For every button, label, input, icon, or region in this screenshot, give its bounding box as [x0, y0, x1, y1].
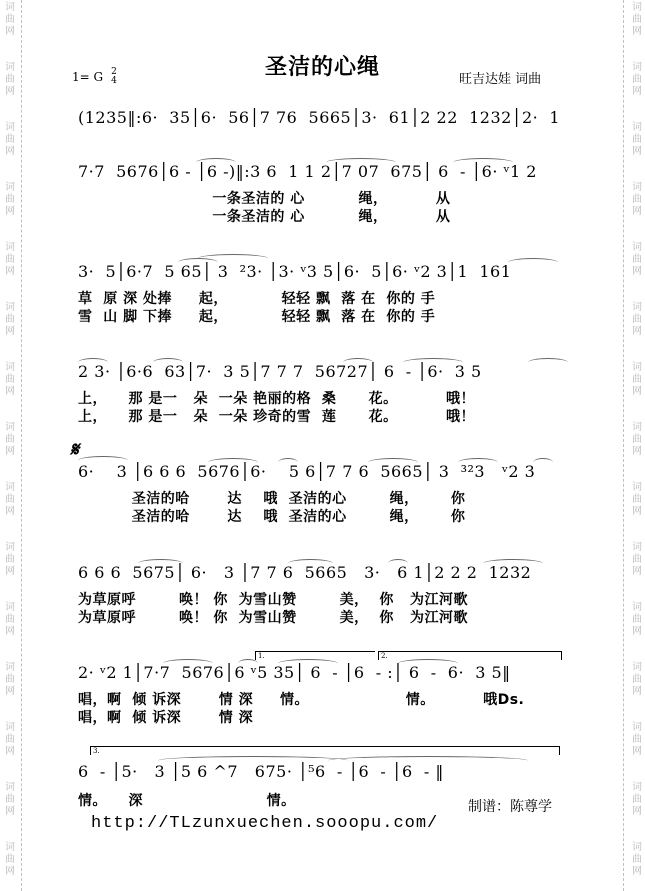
watermark-char: 曲 — [5, 254, 15, 265]
watermark-group — [627, 302, 645, 338]
lyric-verse-1: 情。 深 情。 — [78, 793, 296, 809]
watermark-char: 网 — [5, 566, 15, 577]
watermark-char: 网 — [632, 626, 642, 637]
watermark-char: 词 — [5, 62, 15, 73]
watermark-char: 网 — [5, 746, 15, 757]
watermark-group — [627, 722, 645, 758]
watermark-group — [627, 842, 645, 878]
lyric-verse-2: 上， 那 是一 朵 一朵 珍奇的雪 莲 花。 哦！ — [78, 409, 475, 425]
watermark-char: 曲 — [5, 374, 15, 385]
slur-arc — [508, 258, 558, 267]
watermark-char: 词 — [632, 422, 642, 433]
transcriber-credit: 制谱：陈尊学 — [468, 799, 552, 815]
watermark-group — [627, 422, 645, 458]
right-dashed-border — [623, 0, 624, 891]
watermark-char: 曲 — [5, 554, 15, 565]
ending-bracket-1: 1. — [255, 651, 375, 660]
watermark-char: 曲 — [632, 434, 642, 445]
watermark-char: 曲 — [5, 434, 15, 445]
watermark-group — [627, 122, 645, 158]
watermark-char: 词 — [632, 242, 642, 253]
watermark-char: 词 — [5, 182, 15, 193]
watermark-char: 词 — [632, 62, 642, 73]
lyric-verse-2: 一条圣洁的 心 绳， 从 — [78, 209, 451, 225]
watermark-group — [0, 362, 20, 398]
watermark-char: 词 — [5, 122, 15, 133]
watermark-char: 词 — [632, 2, 642, 13]
watermark-char: 词 — [632, 302, 642, 313]
source-url[interactable]: http://TLzunxuechen.sooopu.com/ — [91, 814, 439, 833]
watermark-char: 网 — [5, 506, 15, 517]
watermark-char: 词 — [632, 782, 642, 793]
watermark-char: 曲 — [632, 554, 642, 565]
lyric-verse-1: 唱，啊 倾 诉深 情 深 情。 情。 哦Ds. — [78, 692, 525, 708]
watermark-char: 词 — [632, 122, 642, 133]
ending-bracket-3: 3. — [90, 746, 560, 755]
watermark-group — [0, 482, 20, 518]
lyric-verse-2: 唱，啊 倾 诉深 情 深 — [78, 710, 254, 726]
notation-row: (1235‖:6· 35│6· 56│7 76 5665│3· 61│2 22 1232│2· 1 — [78, 108, 561, 127]
watermark-char: 曲 — [632, 794, 642, 805]
watermark-char: 词 — [5, 242, 15, 253]
watermark-char: 词 — [632, 362, 642, 373]
right-watermark-column — [625, 0, 645, 891]
lyric-verse-2: 雪 山 脚 下捧 起， 轻轻 飘 落 在 你的 手 — [78, 309, 436, 325]
watermark-char: 曲 — [632, 374, 642, 385]
watermark-char: 网 — [632, 86, 642, 97]
watermark-char: 曲 — [5, 794, 15, 805]
watermark-char: 曲 — [5, 194, 15, 205]
watermark-group — [627, 182, 645, 218]
notation-row: 2 3· │6·6 63│7· 3 5│7 7 7 56727│ 6 - │6· 3 5 — [78, 362, 482, 381]
watermark-char: 词 — [5, 482, 15, 493]
watermark-group — [627, 242, 645, 278]
watermark-char: 曲 — [5, 134, 15, 145]
watermark-char: 曲 — [632, 854, 642, 865]
watermark-char: 曲 — [5, 614, 15, 625]
notation-row: 7·7 5676│6 - │6 -)‖:3 6 1 1 2│7 07 675│ 6 - │6· ᵛ1 2 — [78, 162, 537, 181]
watermark-char: 词 — [5, 542, 15, 553]
slur-arc — [528, 358, 568, 367]
watermark-char: 网 — [5, 86, 15, 97]
watermark-char: 网 — [632, 806, 642, 817]
watermark-char: 曲 — [632, 14, 642, 25]
key-signature — [72, 68, 117, 86]
watermark-char: 网 — [632, 26, 642, 37]
notation-row: 6 - │5· 3 │5 6 ^7 675· │⁵6 - │6 - │6 - ‖ — [78, 762, 444, 781]
watermark-char: 网 — [5, 146, 15, 157]
watermark-group — [0, 662, 20, 698]
watermark-char: 网 — [5, 686, 15, 697]
lyric-verse-1: 为草原呼 唤！ 你 为雪山赞 美， 你 为江河歌 — [78, 592, 468, 608]
ending-bracket-2: 2. — [378, 651, 562, 660]
watermark-char: 曲 — [632, 614, 642, 625]
watermark-group — [0, 782, 20, 818]
watermark-char: 词 — [632, 662, 642, 673]
key-label: 1= G — [72, 70, 104, 84]
watermark-char: 曲 — [632, 494, 642, 505]
watermark-char: 网 — [5, 386, 15, 397]
watermark-char: 网 — [5, 206, 15, 217]
watermark-char: 曲 — [5, 674, 15, 685]
watermark-char: 网 — [632, 146, 642, 157]
notation-row: 3· 5│6·7 5 65│ 3 ²3· │3· ᵛ3 5│6· 5│6· ᵛ2 3│1 161 — [78, 262, 512, 281]
song-title: 圣洁的心绳 — [264, 55, 380, 80]
segno-sign: 𝄋 — [70, 437, 79, 461]
time-signature — [111, 68, 117, 86]
watermark-char: 词 — [5, 842, 15, 853]
watermark-group — [627, 662, 645, 698]
watermark-char: 曲 — [632, 194, 642, 205]
watermark-char: 词 — [632, 842, 642, 853]
watermark-char: 曲 — [5, 74, 15, 85]
notation-row: 6· 3 │6 6 6 5676│6· 5 6│7 7 6 5665│ 3 ³²3 ᵛ2 3 — [78, 462, 536, 481]
notation-row: 2· ᵛ2 1│7·7 5676│6 ᵛ5 35│ 6 - │6 - :│ 6 - 6· 3 5‖ — [78, 663, 511, 682]
watermark-char: 网 — [5, 26, 15, 37]
slur-arc — [533, 458, 553, 467]
watermark-char: 词 — [632, 542, 642, 553]
watermark-char: 曲 — [632, 734, 642, 745]
lyric-verse-1: 上， 那 是一 朵 一朵 艳丽的格 桑 花。 哦！ — [78, 391, 475, 407]
watermark-group — [0, 722, 20, 758]
watermark-char: 词 — [632, 482, 642, 493]
watermark-char: 词 — [5, 662, 15, 673]
watermark-group — [627, 602, 645, 638]
watermark-group — [0, 542, 20, 578]
lyric-verse-2: 圣洁的哈 达 哦 圣洁的心 绳， 你 — [78, 509, 466, 525]
watermark-char: 词 — [5, 422, 15, 433]
watermark-char: 词 — [632, 182, 642, 193]
watermark-char: 曲 — [632, 254, 642, 265]
watermark-char: 网 — [632, 266, 642, 277]
watermark-group — [0, 182, 20, 218]
watermark-group — [627, 482, 645, 518]
watermark-char: 曲 — [5, 494, 15, 505]
watermark-char: 词 — [5, 2, 15, 13]
watermark-char: 曲 — [5, 14, 15, 25]
watermark-group — [627, 782, 645, 818]
watermark-group — [627, 2, 645, 38]
watermark-char: 网 — [632, 206, 642, 217]
watermark-char: 词 — [632, 722, 642, 733]
watermark-char: 曲 — [5, 854, 15, 865]
watermark-char: 曲 — [5, 734, 15, 745]
watermark-char: 曲 — [632, 314, 642, 325]
watermark-char: 网 — [5, 806, 15, 817]
lyric-verse-1: 草 原 深 处捧 起， 轻轻 飘 落 在 你的 手 — [78, 291, 436, 307]
watermark-char: 曲 — [632, 74, 642, 85]
watermark-char: 曲 — [632, 674, 642, 685]
watermark-char: 网 — [632, 386, 642, 397]
watermark-group — [0, 242, 20, 278]
watermark-group — [0, 2, 20, 38]
watermark-char: 曲 — [632, 134, 642, 145]
watermark-char: 网 — [5, 626, 15, 637]
watermark-char: 词 — [5, 782, 15, 793]
composer-credit: 旺吉达娃 词曲 — [459, 72, 542, 87]
watermark-char: 曲 — [5, 314, 15, 325]
watermark-char: 词 — [5, 302, 15, 313]
left-dashed-border — [21, 0, 22, 891]
watermark-group — [627, 542, 645, 578]
time-signature-top: 2 — [111, 67, 117, 77]
left-watermark-column — [0, 0, 20, 891]
lyric-verse-1: 一条圣洁的 心 绳， 从 — [78, 191, 451, 207]
watermark-char: 网 — [5, 446, 15, 457]
lyric-verse-2: 为草原呼 唤！ 你 为雪山赞 美， 你 为江河歌 — [78, 610, 468, 626]
watermark-char: 词 — [5, 602, 15, 613]
watermark-group — [0, 842, 20, 878]
watermark-char: 词 — [5, 362, 15, 373]
watermark-char: 网 — [632, 866, 642, 877]
watermark-char: 网 — [5, 326, 15, 337]
watermark-group — [0, 122, 20, 158]
watermark-group — [0, 602, 20, 638]
watermark-char: 词 — [5, 722, 15, 733]
watermark-group — [0, 302, 20, 338]
watermark-char: 网 — [632, 566, 642, 577]
watermark-group — [0, 422, 20, 458]
watermark-char: 网 — [632, 446, 642, 457]
watermark-char: 网 — [632, 506, 642, 517]
watermark-char: 网 — [5, 866, 15, 877]
notation-row: 6 6 6 5675│ 6· 3 │7 7 6 5665 3· 6 1│2 2 2 1232 — [78, 563, 532, 582]
watermark-char: 网 — [632, 746, 642, 757]
watermark-group — [627, 362, 645, 398]
watermark-char: 网 — [5, 266, 15, 277]
watermark-char: 网 — [632, 326, 642, 337]
watermark-char: 网 — [632, 686, 642, 697]
lyric-verse-1: 圣洁的哈 达 哦 圣洁的心 绳， 你 — [78, 491, 466, 507]
watermark-char: 词 — [632, 602, 642, 613]
time-signature-bottom: 4 — [111, 76, 117, 86]
